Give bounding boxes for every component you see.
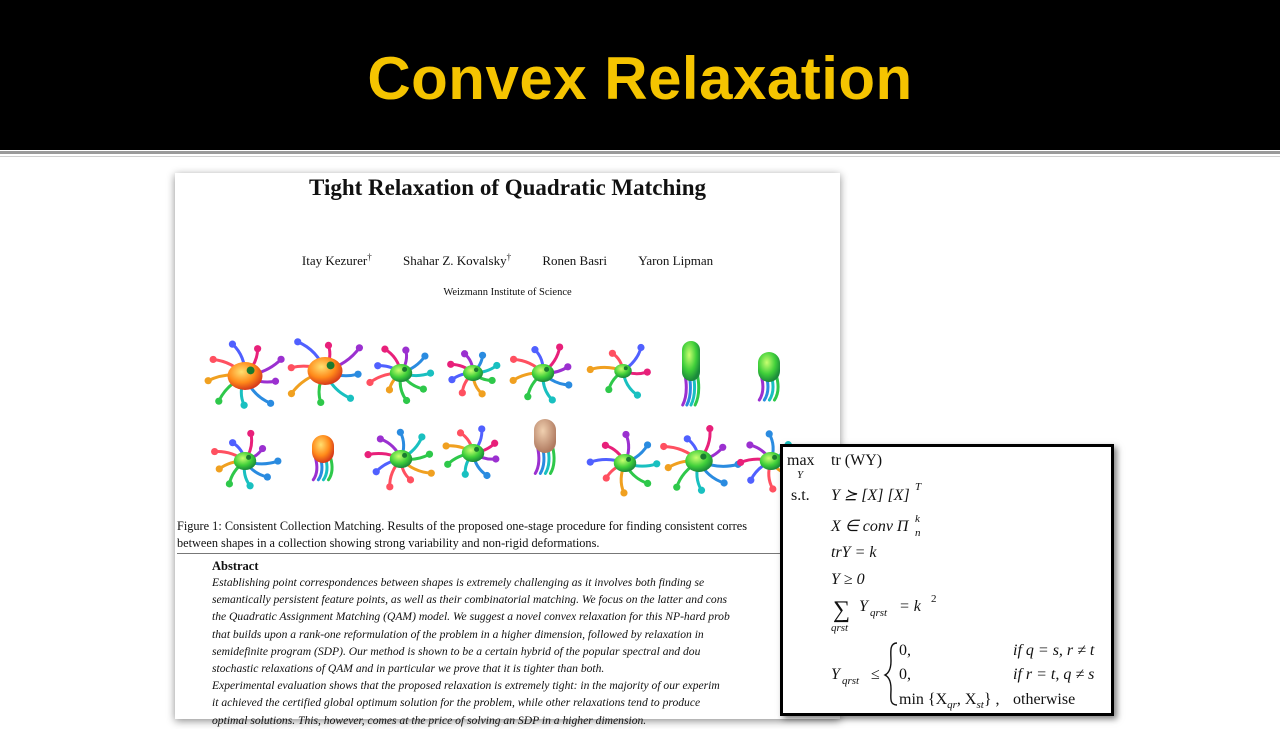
abstract-line: that builds upon a rank-one reformulation of the problem in a higher dimension, followed by relaxation in <box>212 627 704 641</box>
case-value-min: $\min \{X_{qr}$, $X_{st}$} , <box>899 691 1000 711</box>
sum-rhs: = k <box>899 598 921 615</box>
constraint-trace: trY = k <box>831 544 877 561</box>
paper-title: Tight Relaxation of Quadratic Matching <box>309 175 706 200</box>
abstract-line: it achieved the certified global optimum solution for the problem, while other relaxations tend to produce <box>212 696 701 710</box>
constraint-psd-sup: T <box>915 481 922 493</box>
caption-divider <box>177 553 837 554</box>
constraint-conv-sup: k <box>915 513 920 525</box>
sum-term-sub: qrst <box>870 607 888 619</box>
abstract-line: the Quadratic Assignment Matching (QAM) model. We suggest a novel convex relaxation for this NP-hard prob <box>212 610 730 624</box>
shape-illustration <box>510 344 573 404</box>
shape-collection-figure <box>205 331 835 511</box>
author: Itay Kezurer† <box>301 252 372 269</box>
abstract-line: Experimental evaluation shows that the proposed relaxation is extremely tight: in the majority of our experim <box>212 679 720 693</box>
abstract-line: Establishing point correspondences between shapes is extremely challenging as it involves both finding se <box>212 576 705 589</box>
max-subscript: Y <box>797 469 804 481</box>
paper-screenshot <box>175 173 840 727</box>
shape-illustration <box>534 419 556 473</box>
shape-illustration <box>447 350 500 397</box>
shape-illustration <box>366 346 434 405</box>
constraint-nonneg: Y ≥ 0 <box>831 571 865 588</box>
abstract-heading: Abstract <box>212 559 259 573</box>
objective: tr (WY) <box>831 452 883 469</box>
figure-caption: Figure 1: Consistent Collection Matching. Results of the proposed one-stage procedure for finding consistent corres between shapes in a collection showing strong variability and non-rigid deformations. <box>177 519 747 550</box>
optimization-formula-box <box>780 444 1114 716</box>
constraint-psd: Y ⪰ [X] [X] <box>831 487 910 504</box>
slide-title: Convex Relaxation <box>367 45 913 112</box>
abstract-text <box>212 574 852 729</box>
case-condition: if q = s, r ≠ t <box>1013 642 1095 659</box>
abstract-line: optimal solutions. This, however, comes at the price of solving an SDP in a higher dimension. <box>212 713 647 727</box>
slide-header <box>0 0 1280 150</box>
sum-subscript: qrst <box>831 622 849 634</box>
abstract-line: semantically persistent feature points, as well as their combinatorial matching. We focus on the latter and cons <box>212 593 728 607</box>
shape-illustration <box>288 338 363 406</box>
shape-illustration <box>587 431 661 497</box>
case-lhs-sub: qrst <box>842 675 860 687</box>
author: Shahar Z. Kovalsky† <box>402 252 512 269</box>
sum-term: Y <box>859 598 868 615</box>
constraint-conv-hull: X ∈ conv Π <box>831 518 909 535</box>
case-condition: otherwise <box>1013 691 1076 708</box>
author: Yaron Lipman <box>638 253 714 269</box>
shape-row-top <box>205 338 780 409</box>
shape-illustration <box>364 429 434 491</box>
max-operator: max <box>787 452 815 469</box>
header-divider <box>0 151 1280 154</box>
shape-illustration <box>758 352 780 400</box>
case-value: 0, <box>899 642 911 659</box>
shape-illustration <box>660 425 741 494</box>
formula-svg <box>783 447 1111 713</box>
case-value: 0, <box>899 666 911 683</box>
header-divider-thin <box>0 156 1280 157</box>
case-brace <box>885 643 897 705</box>
sum-rhs-sup: 2 <box>931 593 937 605</box>
shape-illustration <box>682 341 700 405</box>
shape-row-bottom <box>211 419 807 497</box>
case-condition: if r = t, q ≠ s <box>1013 666 1095 683</box>
constraint-conv-sub: n <box>915 527 921 539</box>
shape-illustration <box>211 430 281 490</box>
author-list <box>175 252 840 269</box>
sum-symbol: ∑ <box>833 597 851 623</box>
shape-illustration <box>205 341 285 409</box>
abstract-line: semidefinite program (SDP). Our method is shown to be a certain hybrid of the popular spectral and dou <box>212 644 701 658</box>
shape-illustration <box>587 344 651 399</box>
case-relation: ≤ <box>871 666 880 683</box>
abstract-line: stochastic relaxations of QAM and in particular we prove that it is tighter than both. <box>212 662 605 676</box>
subject-to-label: s.t. <box>791 487 810 504</box>
shape-illustration <box>443 425 500 479</box>
shape-illustration <box>312 435 334 480</box>
author: Ronen Basri <box>542 253 607 269</box>
case-lhs: Y <box>831 666 840 683</box>
affiliation: Weizmann Institute of Science <box>443 287 572 298</box>
